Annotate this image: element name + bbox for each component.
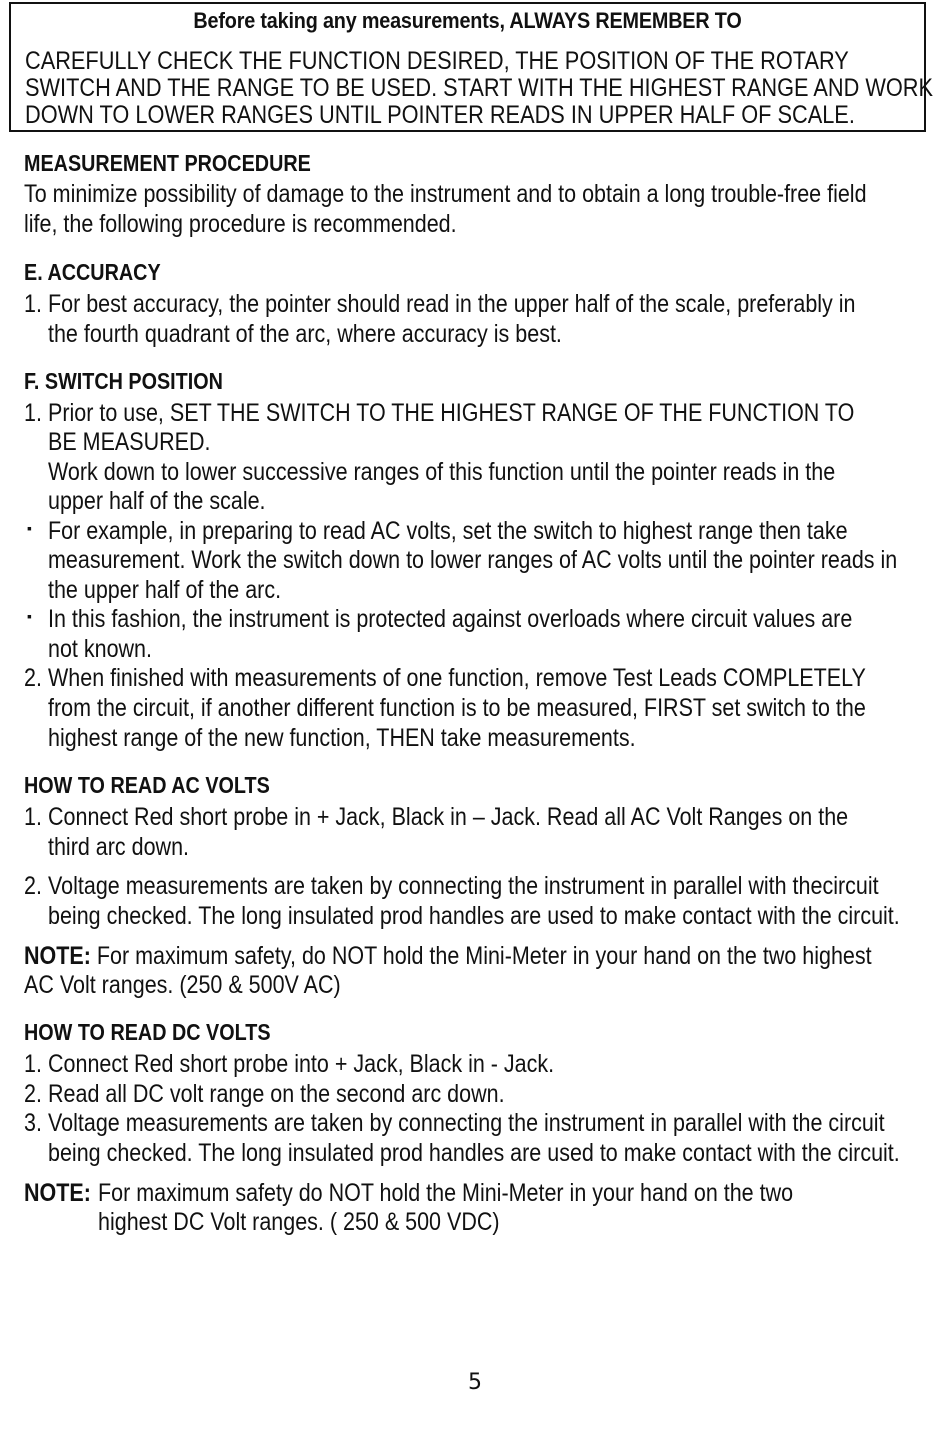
bullet-text: not known. [48, 635, 152, 663]
bullet-icon: ▪ [27, 520, 32, 536]
bullet-text: the upper half of the arc. [48, 576, 282, 604]
list-item-text: Read all DC volt range on the second arc down. [48, 1080, 505, 1108]
list-item-text: being checked. The long insulated prod handles are used to make contact with the circuit. [48, 902, 900, 930]
list-item-text: Prior to use, SET THE SWITCH TO THE HIGHEST RANGE OF THE FUNCTION TO [48, 399, 855, 427]
warning-box [9, 2, 933, 132]
section-heading-ac-volts: HOW TO READ AC VOLTS [24, 772, 270, 798]
note-text: AC Volt ranges. (250 & 500V AC) [24, 971, 341, 999]
list-number: 1. [24, 290, 42, 318]
warning-line: CAREFULLY CHECK THE FUNCTION DESIRED, THE POSITION OF THE ROTARY [25, 47, 849, 75]
bullet-text: For example, in preparing to read AC volts, set the switch to highest range then take [48, 517, 848, 545]
list-item-text: being checked. The long insulated prod handles are used to make contact with the circuit. [48, 1139, 900, 1167]
list-item-text: from the circuit, if another different function is to be measured, FIRST set switch to the [48, 694, 866, 722]
note-text: For maximum safety do NOT hold the Mini-Meter in your hand on the two [98, 1179, 794, 1207]
note-text: For maximum safety, do NOT hold the Mini-Meter in your hand on the two highest [90, 942, 872, 970]
section-heading-dc-volts: HOW TO READ DC VOLTS [24, 1019, 271, 1045]
list-item-text: BE MEASURED. [48, 428, 211, 456]
list-number: 1. [24, 1050, 42, 1078]
list-item-text: Voltage measurements are taken by connecting the instrument in parallel with the circuit [48, 1109, 885, 1137]
warning-line: SWITCH AND THE RANGE TO BE USED. START WITH THE HIGHEST RANGE AND WORK [25, 74, 933, 102]
list-item-text: upper half of the scale. [48, 487, 266, 515]
list-number: 2. [24, 664, 42, 692]
list-item-text: highest range of the new function, THEN take measurements. [48, 724, 636, 752]
body-text: To minimize possibility of damage to the instrument and to obtain a long trouble-free field [24, 180, 867, 208]
list-item-text: When finished with measurements of one function, remove Test Leads COMPLETELY [48, 664, 866, 692]
list-number: 1. [24, 803, 42, 831]
list-item-text: Connect Red short probe in + Jack, Black in – Jack. Read all AC Volt Ranges on the [48, 803, 849, 831]
list-item-text: Voltage measurements are taken by connecting the instrument in parallel with thecircuit [48, 872, 879, 900]
bullet-text: In this fashion, the instrument is protected against overloads where circuit values are [48, 605, 853, 633]
list-item-text: third arc down. [48, 833, 190, 861]
list-number: 3. [24, 1109, 42, 1137]
warning-title: Before taking any measurements, ALWAYS REMEMBER TO [193, 8, 742, 33]
list-number: 2. [24, 1080, 42, 1108]
section-heading-switch: F. SWITCH POSITION [24, 368, 223, 394]
note-text: highest DC Volt ranges. ( 250 & 500 VDC) [98, 1208, 500, 1236]
list-number: 2. [24, 872, 42, 900]
note-label: NOTE: [24, 1179, 91, 1207]
section-heading-accuracy: E. ACCURACY [24, 259, 161, 285]
list-item-text: the fourth quadrant of the arc, where accuracy is best. [48, 320, 562, 348]
list-item-text: For best accuracy, the pointer should read in the upper half of the scale, preferably in [48, 290, 856, 318]
section-heading-procedure: MEASUREMENT PROCEDURE [24, 150, 311, 176]
page-number: 5 [468, 1370, 482, 1395]
warning-line: DOWN TO LOWER RANGES UNTIL POINTER READS IN UPPER HALF OF SCALE. [25, 101, 855, 129]
list-number: 1. [24, 399, 42, 427]
note-label: NOTE: [24, 942, 91, 970]
list-item-text: Connect Red short probe into + Jack, Black in - Jack. [48, 1050, 555, 1078]
bullet-text: measurement. Work the switch down to lower ranges of AC volts until the pointer reads in [48, 546, 898, 574]
list-item-text: Work down to lower successive ranges of this function until the pointer reads in the [48, 458, 836, 486]
bullet-icon: ▪ [27, 608, 32, 624]
note-ac [24, 942, 872, 971]
body-text: life, the following procedure is recommended. [24, 210, 457, 238]
